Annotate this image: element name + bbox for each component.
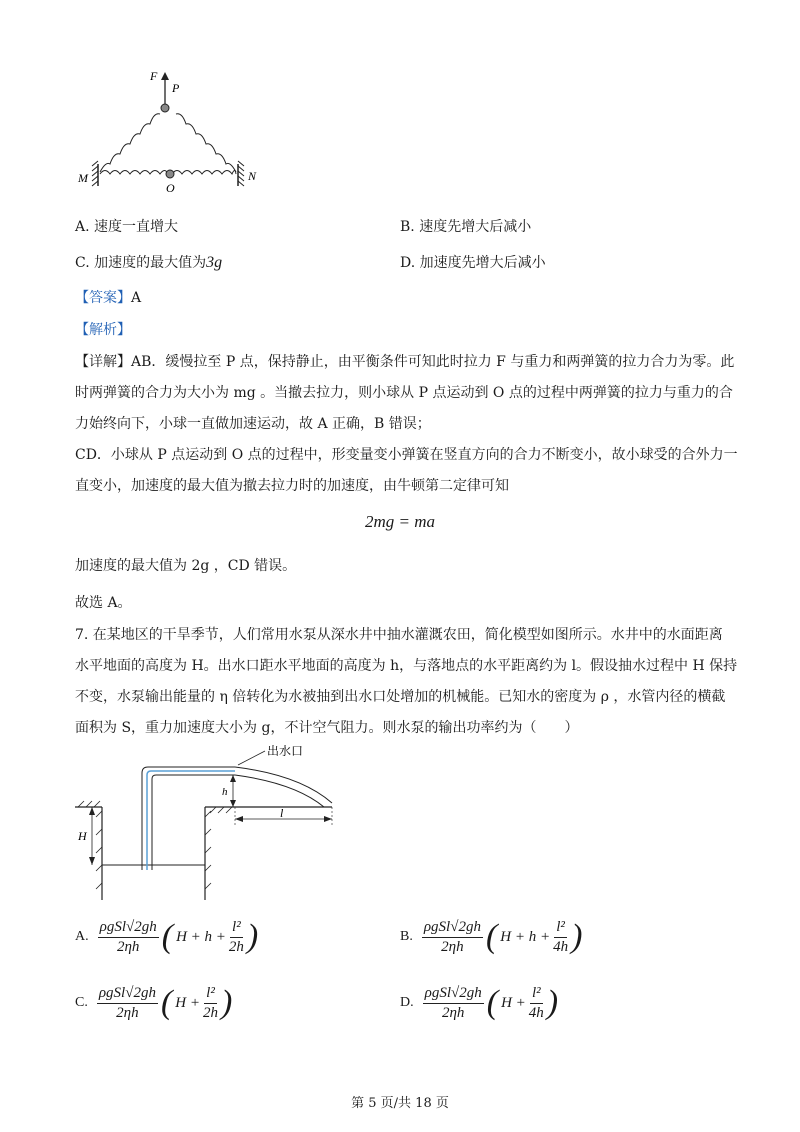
- q7-d-t-num: l²: [530, 985, 543, 1004]
- q7-d-t-den: 4h: [528, 1004, 544, 1021]
- spring-triangle-figure: [70, 66, 270, 198]
- detail-line-2: 时两弹簧的合力为大小为 mg 。当撤去拉力，则小球从 P 点运动到 O 点的过程中两弹簧的拉力与重力的合: [75, 385, 733, 401]
- q7-d-coef-den: 2ηh: [441, 1004, 465, 1021]
- analysis-label: 【解析】: [75, 322, 131, 338]
- detail-line-1: [75, 352, 740, 372]
- page-footer: 第 5 页/共 18 页: [351, 1096, 449, 1111]
- q6-option-c: [75, 252, 222, 272]
- fig-h-label: h: [222, 786, 228, 798]
- detail-line-6: 加速度的最大值为 2g ，CD 错误。: [75, 558, 297, 574]
- q7-d-label: D.: [400, 995, 414, 1010]
- label-N: N: [248, 169, 257, 183]
- q7-b-t-num: l²: [554, 919, 567, 938]
- answer-value: A: [131, 290, 142, 306]
- fig-l-label: l: [280, 806, 284, 820]
- q7-c-label: C.: [75, 995, 88, 1010]
- q7-option-d: D. $\frac{\text{ρgSl√2gh}}{2\eta h}$ ( H + $\frac{\text{l²}}{4h}$ ): [400, 984, 559, 1021]
- q7-d-inner: H +: [501, 994, 526, 1011]
- detail-line-5: 直变小，加速度的最大值为撤去拉力时的加速度，由牛顿第二定律可知: [75, 478, 509, 494]
- q7-b-inner: H + h +: [500, 928, 551, 945]
- q7-c-t-den: 2h: [203, 1004, 218, 1021]
- q7-b-coef-num: ρgSl√2gh: [422, 919, 483, 938]
- q7-a-label: A.: [75, 929, 89, 944]
- q7-line-1: 7. 在某地区的干旱季节，人们常用水泵从深水井中抽水灌溉农田，简化模型如图所示。水井中的水面距离: [75, 627, 723, 643]
- q7-c-inner: H +: [175, 994, 200, 1011]
- q7-option-c: C. $\frac{\text{ρgSl√2gh}}{2\eta h}$ ( H + $\frac{\text{l²}}{2h}$ ): [75, 984, 233, 1021]
- q6-option-a: A. 速度一直增大: [75, 219, 179, 235]
- q6-option-c-text: C. 加速度的最大值为: [75, 255, 207, 271]
- q7-line-3: 不变，水泵输出能量的 η 倍转化为水被抽到出水口处增加的机械能。已知水的密度为 ρ ，水管内径的横截: [75, 689, 726, 705]
- q6-option-b: B. 速度先增大后减小: [400, 219, 532, 235]
- q7-b-t-den: 4h: [553, 938, 569, 955]
- fig-H-label: H: [78, 829, 87, 843]
- q7-b-coef-den: 2ηh: [441, 938, 464, 955]
- detail-label: 【详解】: [75, 354, 131, 370]
- q7-d-coef-num: ρgSl√2gh: [423, 985, 484, 1004]
- label-F: F: [150, 69, 158, 83]
- detail-line-7: 故选 A。: [75, 595, 132, 611]
- equation: 2mg = ma: [364, 512, 436, 531]
- q7-a-coef-num: ρgSl√2gh: [98, 919, 159, 938]
- detail-text-1: AB．缓慢拉至 P 点，保持静止，由平衡条件可知此时拉力 F 与重力和两弹簧的拉力合力为零。此: [131, 354, 735, 370]
- label-O: O: [166, 181, 175, 195]
- well-pump-figure: [70, 745, 350, 905]
- q7-option-a: A. $\frac{\text{ρgSl√2gh}}{2\eta h}$ ( H + h + $\frac{\text{l²}}{2h}$ ): [75, 918, 259, 955]
- q7-a-t-den: 2h: [228, 938, 244, 955]
- detail-line-3: 力始终向下，小球一直做加速运动，故 A 正确，B 错误；: [75, 416, 431, 432]
- q7-line-2: 水平地面的高度为 H。出水口距水平地面的高度为 h，与落地点的水平距离约为 l。假设抽水过程中 H 保持: [75, 658, 738, 674]
- q6-option-c-value: 3g: [206, 254, 223, 271]
- q7-c-coef-num: ρgSl√2gh: [97, 985, 158, 1004]
- fig-outlet-label: 出水口: [267, 745, 304, 758]
- q7-c-coef-den: 2ηh: [116, 1004, 139, 1021]
- q7-a-coef-den: 2ηh: [116, 938, 140, 955]
- label-M: M: [78, 171, 88, 185]
- detail-line-4: CD．小球从 P 点运动到 O 点的过程中，形变量变小弹簧在竖直方向的合力不断变小，故小球受的合外力一: [75, 447, 738, 463]
- q7-line-4: 面积为 S，重力加速度大小为 g，不计空气阻力。则水泵的输出功率约为（ ）: [75, 720, 579, 736]
- q7-a-t-num: l²: [230, 919, 243, 938]
- q7-option-b: B. $\frac{\text{ρgSl√2gh}}{2\eta h}$ ( H + h + $\frac{\text{l²}}{4h}$ ): [400, 918, 583, 955]
- q7-b-label: B.: [400, 929, 413, 944]
- q6-option-d: D. 加速度先增大后减小: [400, 255, 546, 271]
- q7-c-t-num: l²: [204, 985, 217, 1004]
- answer-line: [75, 288, 740, 308]
- label-P: P: [172, 81, 180, 95]
- answer-label: 【答案】: [75, 290, 131, 306]
- q7-a-inner: H + h +: [176, 928, 226, 945]
